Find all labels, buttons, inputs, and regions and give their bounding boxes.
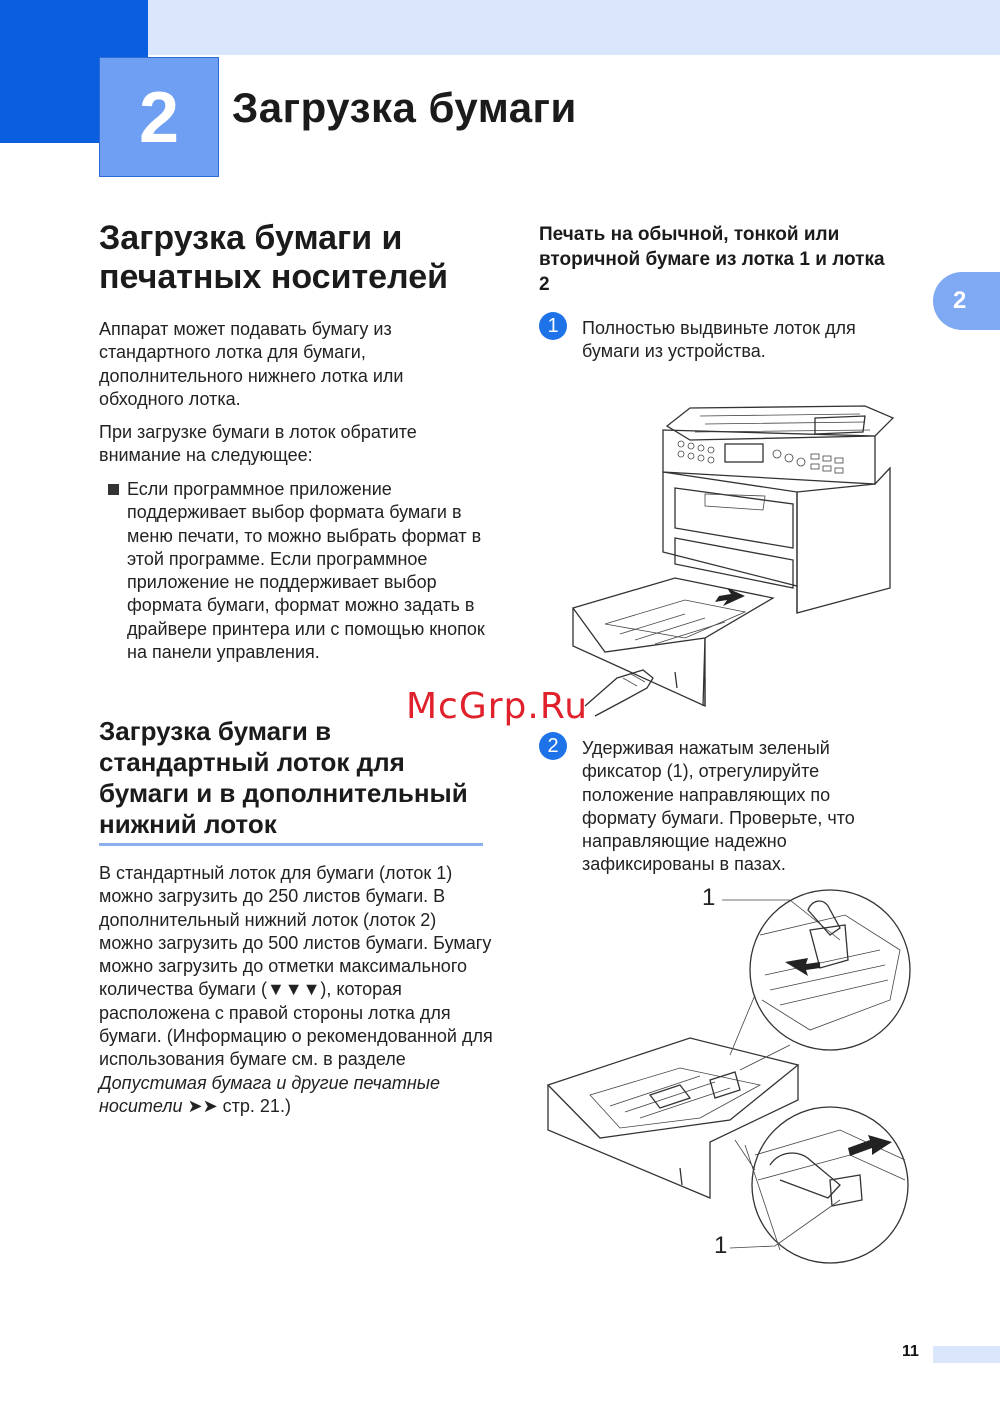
bullet-text: Если программное приложение поддерживает выбор формата бумаги в меню печати, то можно выбрать формат в этой программе. Если программное приложение не поддерживает выбор формата бумаги, формат можно задать в драйвере принтера или с помощью кнопок на панели управления.	[127, 479, 485, 663]
subsection-title: Загрузка бумаги в стандартный лоток для бумаги и в дополнительный нижний лоток	[99, 716, 468, 839]
body-page-ref: ➤➤ стр. 21.)	[182, 1095, 291, 1116]
step-1-text: Полностью выдвиньте лоток для бумаги из устройства.	[582, 318, 856, 362]
side-chapter-tab[interactable]: 2	[933, 272, 1000, 330]
section-title: Загрузка бумаги и печатных носителей	[99, 219, 449, 296]
body-text: В стандартный лоток для бумаги (лоток 1) можно загрузить до 250 листов бумаги. В дополнительный нижний лоток (лоток 2) можно загрузить до 500 листов бумаги. Бумагу можно загрузить до отметки максимального количества бумаги (▼▼▼), которая расположена с правой стороны лотка для бумаги. (Информацию о рекомендованной для использования бумаге см. в разделе	[99, 863, 493, 1070]
watermark: McGrp.Ru	[406, 686, 589, 727]
intro-paragraph-2: При загрузке бумаги в лоток обратите внимание на следующее:	[99, 422, 417, 466]
chapter-number: 2	[99, 57, 219, 177]
callout-label-top: 1	[702, 884, 716, 911]
callout-label-bottom: 1	[714, 1232, 728, 1259]
step-2-number: 2	[539, 732, 567, 760]
page-number: 11	[902, 1343, 919, 1360]
cross-reference-link[interactable]: Допустимая бумага и другие печатные носители	[99, 1072, 440, 1116]
step-1-number: 1	[539, 312, 567, 340]
printer-tray-illustration	[565, 388, 900, 718]
intro-paragraph-1: Аппарат может подавать бумагу из стандартного лотка для бумаги, дополнительного нижнего лотка или обходного лотка.	[99, 319, 404, 409]
step-2-text: Удерживая нажатым зеленый фиксатор (1), отрегулируйте положение направляющих по формату бумаги. Проверьте, что направляющие надежно зафиксированы в пазах.	[582, 738, 855, 875]
tray-guides-illustration	[540, 880, 920, 1280]
bullet-square-icon	[108, 484, 119, 495]
body-paragraph	[99, 862, 494, 1118]
procedure-heading: Печать на обычной, тонкой или вторичной бумаге из лотка 1 и лотка 2	[539, 224, 885, 295]
chapter-title: Загрузка бумаги	[232, 84, 577, 131]
footer-bar	[933, 1346, 1000, 1363]
subsection-divider	[99, 843, 483, 846]
header-band-light	[148, 0, 1000, 55]
